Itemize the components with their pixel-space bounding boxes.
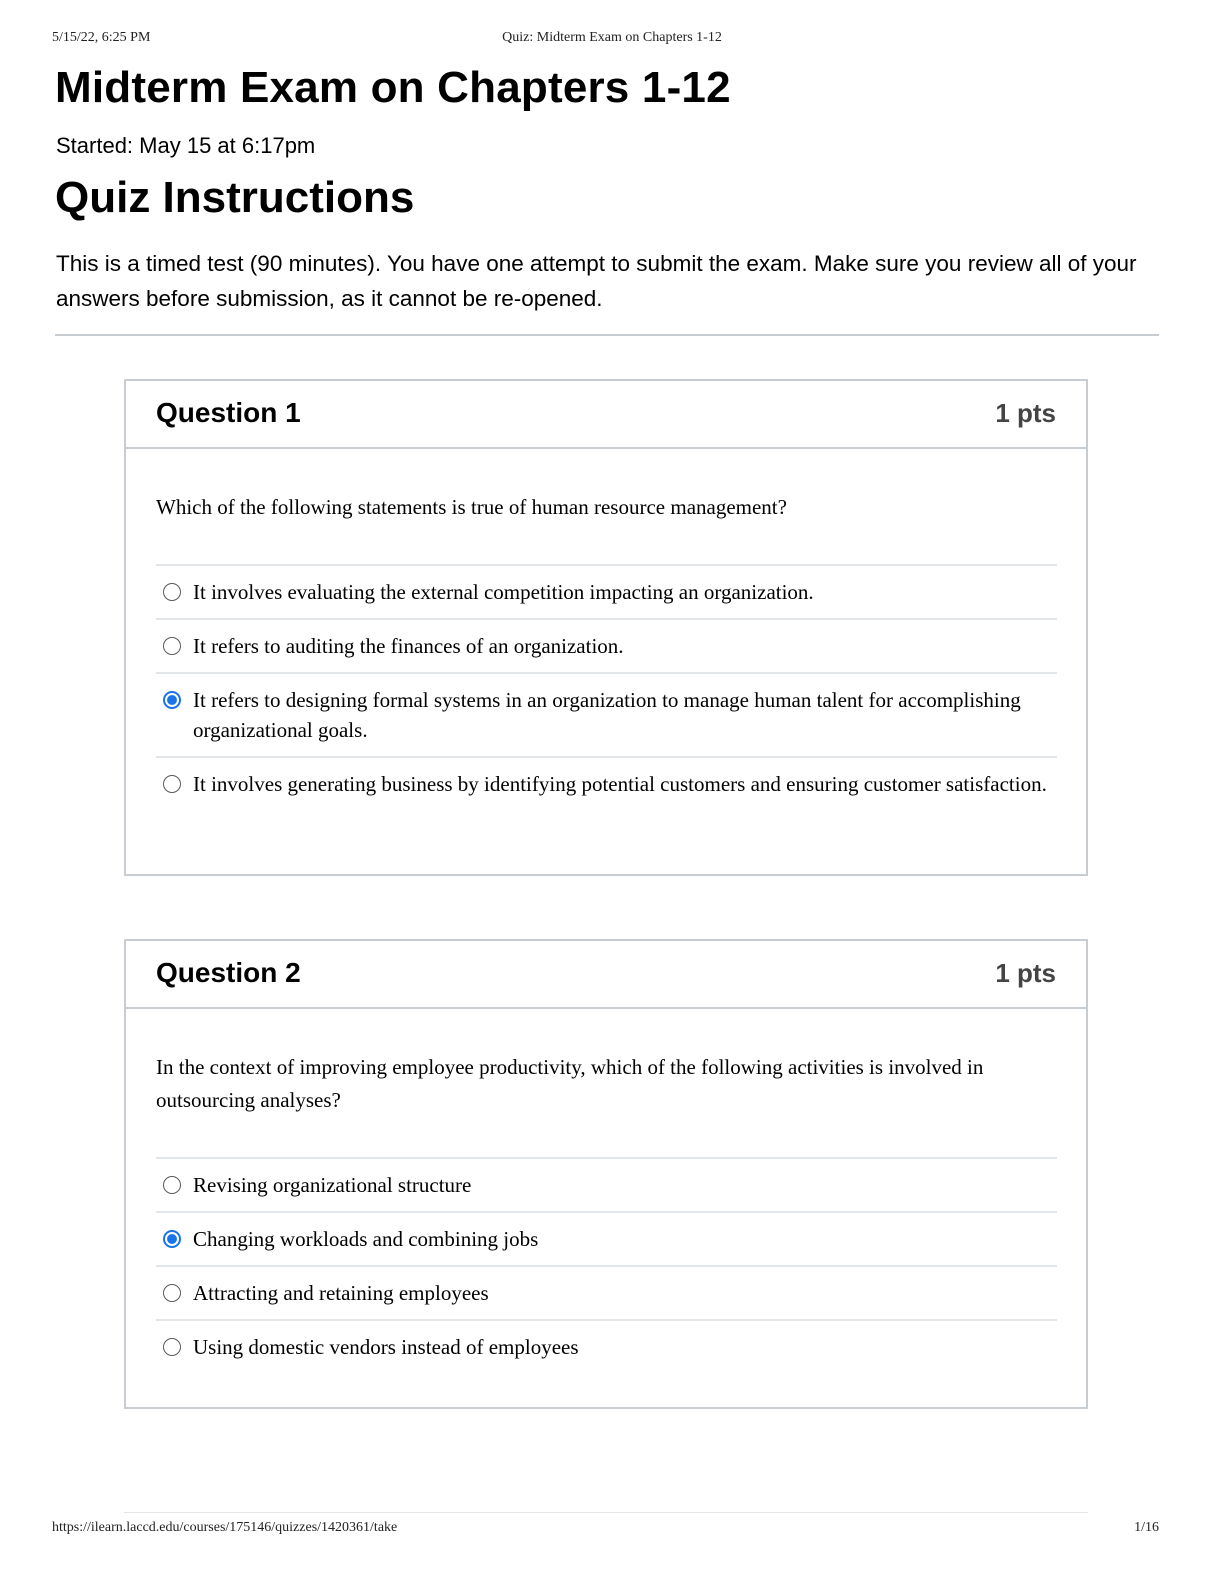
answer-label: Using domestic vendors instead of employees [193,1335,579,1359]
radio-button[interactable] [163,1338,181,1356]
answer-label: Attracting and retaining employees [193,1281,489,1305]
print-date: 5/15/22, 6:25 PM [52,30,151,45]
answer-label: It involves generating business by identifying potential customers and ensuring customer satisfaction. [193,772,1047,796]
print-page-title: Quiz: Midterm Exam on Chapters 1-12 [502,30,722,45]
quiz-title: Midterm Exam on Chapters 1-12 [55,63,731,112]
print-header [52,30,1172,50]
question-text: In the context of improving employee productivity, which of the following activities is involved in outsourcing analyses? [156,1055,984,1112]
answer-option[interactable] [156,566,1057,620]
question-text: Which of the following statements is true of human resource management? [156,495,787,519]
question-title: Question 2 [156,957,301,988]
answer-option[interactable] [156,1213,1057,1267]
instructions-heading: Quiz Instructions [55,173,415,222]
section-divider [55,334,1159,336]
question-points: 1 pts [995,398,1056,428]
question-title: Question 1 [156,397,301,428]
answer-label: It refers to designing formal systems in an organization to manage human talent for accomplishing organizational goals. [193,688,1021,742]
radio-button[interactable] [163,583,181,601]
answer-option[interactable] [156,758,1057,810]
answer-label: It involves evaluating the external competition impacting an organization. [193,580,814,604]
answer-label: It refers to auditing the finances of an organization. [193,634,624,658]
question-body [126,449,1086,810]
radio-button[interactable] [163,1230,181,1248]
answer-label: Revising organizational structure [193,1173,472,1197]
question-header [126,381,1086,449]
answer-option[interactable] [156,1267,1057,1321]
instructions-text: This is a timed test (90 minutes). You have one attempt to submit the exam. Make sure you review all of your answers before submission, as it cannot be re-opened. [56,251,1137,311]
radio-button[interactable] [163,637,181,655]
radio-button[interactable] [163,1284,181,1302]
question-card [124,379,1088,876]
answer-list [156,1157,1057,1373]
question-header [126,941,1086,1009]
answer-option[interactable] [156,620,1057,674]
answer-label: Changing workloads and combining jobs [193,1227,539,1251]
question-points: 1 pts [995,958,1056,988]
answer-option[interactable] [156,1321,1057,1373]
answer-option[interactable] [156,674,1057,758]
page-url: https://ilearn.laccd.edu/courses/175146/quizzes/1420361/take [52,1520,398,1535]
page-number: 1/16 [1134,1520,1159,1535]
answer-option[interactable] [156,1159,1057,1213]
answer-list [156,564,1057,810]
started-timestamp: Started: May 15 at 6:17pm [56,133,316,158]
footer-divider [124,1512,1088,1513]
question-card [124,939,1088,1409]
radio-button[interactable] [163,775,181,793]
radio-button[interactable] [163,1176,181,1194]
print-footer [52,1520,1159,1540]
question-body [126,1009,1086,1373]
radio-button[interactable] [163,691,181,709]
